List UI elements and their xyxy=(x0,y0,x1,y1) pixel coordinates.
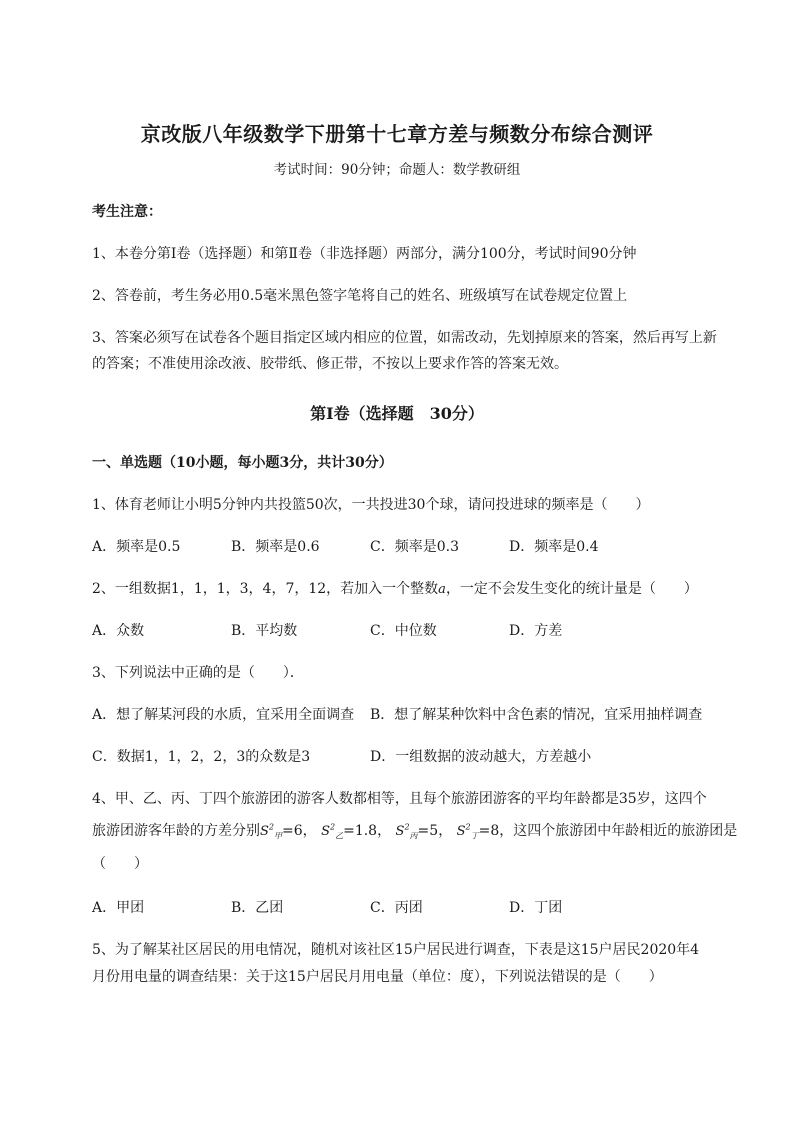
stem-text: ，这四个旅游团中年龄相近的旅游团是 xyxy=(499,823,738,839)
question-stem: 旅游团游客年龄的方差分别$S^2_甲=6$， $S^2_乙=1.8$， $S^2_丙=5$， $S^2_丁=8$，这四个旅游团中年龄相近的旅游团是 xyxy=(92,822,738,841)
question-stem: 5、为了解某社区居民的用电情况，随机对该社区15户居民进行调查，下表是这15户居民2020年4 xyxy=(92,942,700,958)
question-stem: 月份用电量的调查结果：关于这15户居民月用电量（单位：度），下列说法错误的是（ ） xyxy=(92,969,663,985)
option-a: A．想了解某河段的水质，宜采用全面调查 xyxy=(92,707,355,723)
question-stem: 4、甲、乙、丙、丁四个旅游团的游客人数都相等，且每个旅游团游客的平均年龄都是35岁，这四个 xyxy=(92,791,707,807)
question-stem: 1、体育老师让小明5分钟内共投篮50次，一共投进30个球，请问投进球的频率是（ ） xyxy=(92,497,650,513)
exam-info: 考试时间：90分钟；命题人：数学教研组 xyxy=(273,162,521,178)
notice-item: 2、答卷前，考生务必用0.5毫米黑色签字笔将自己的姓名、班级填写在试卷规定位置上 xyxy=(92,288,628,304)
stem-text: ，一定不会发生变化的统计量是（ ） xyxy=(445,581,698,597)
option-b: B．频率是0.6 xyxy=(231,539,320,555)
value: =5 xyxy=(417,823,439,839)
option-d: D．一组数据的波动越大，方差越小 xyxy=(370,749,592,765)
option-a: A．众数 xyxy=(92,623,145,639)
value: =1.8 xyxy=(343,823,378,839)
option-c: C．频率是0.3 xyxy=(370,539,459,555)
option-d: D．方差 xyxy=(509,623,563,639)
variable: a xyxy=(438,582,446,597)
part-heading: 一、单选题（10小题，每小题3分，共计30分） xyxy=(92,455,393,471)
value: =6 xyxy=(282,823,303,839)
option-b: B．平均数 xyxy=(231,623,298,639)
question-stem: 3、下列说法中正确的是（ ）． xyxy=(92,665,304,681)
variance-yi: $S^2_乙$ xyxy=(321,822,344,841)
option-c: C．数据1，1，2，2，3的众数是3 xyxy=(92,749,311,765)
option-c: C．丙团 xyxy=(370,900,423,916)
notice-item: 3、答案必须写在试卷各个题目指定区域内相应的位置，如需改动，先划掉原来的答案，然后再写上新 xyxy=(92,330,717,346)
option-b: B．想了解某种饮料中含色素的情况，宜采用抽样调查 xyxy=(370,707,703,723)
variance-jia: $S^2_甲$ xyxy=(260,822,282,841)
page-title: 京改版八年级数学下册第十七章方差与频数分布综合测评 xyxy=(140,122,654,146)
notice-item: 的答案；不准使用涂改液、胶带纸、修正带，不按以上要求作答的答案无效。 xyxy=(92,356,568,372)
value: =8 xyxy=(478,823,500,839)
option-c: C．中位数 xyxy=(370,623,437,639)
question-stem xyxy=(92,578,752,598)
section-title: 第Ⅰ卷（选择题 30分） xyxy=(310,404,484,423)
variance-bing: $S^2_丙$ xyxy=(395,822,418,841)
notice-item: 1、本卷分第Ⅰ卷（选择题）和第Ⅱ卷（非选择题）两部分，满分100分，考试时间90分钟 xyxy=(92,246,637,262)
notice-heading: 考生注意： xyxy=(92,204,162,220)
option-a: A．频率是0.5 xyxy=(92,539,181,555)
stem-text: 2、一组数据1，1，1，3，4，7，12，若加入一个整数 xyxy=(92,581,439,597)
option-a: A．甲团 xyxy=(92,900,145,916)
variance-ding: $S^2_丁$ xyxy=(456,822,479,841)
option-d: D．丁团 xyxy=(509,900,563,916)
answer-paren: （ ） xyxy=(92,856,148,872)
option-b: B．乙团 xyxy=(231,900,284,916)
option-d: D．频率是0.4 xyxy=(509,539,599,555)
stem-text: 旅游团游客年龄的方差分别 xyxy=(92,823,260,839)
